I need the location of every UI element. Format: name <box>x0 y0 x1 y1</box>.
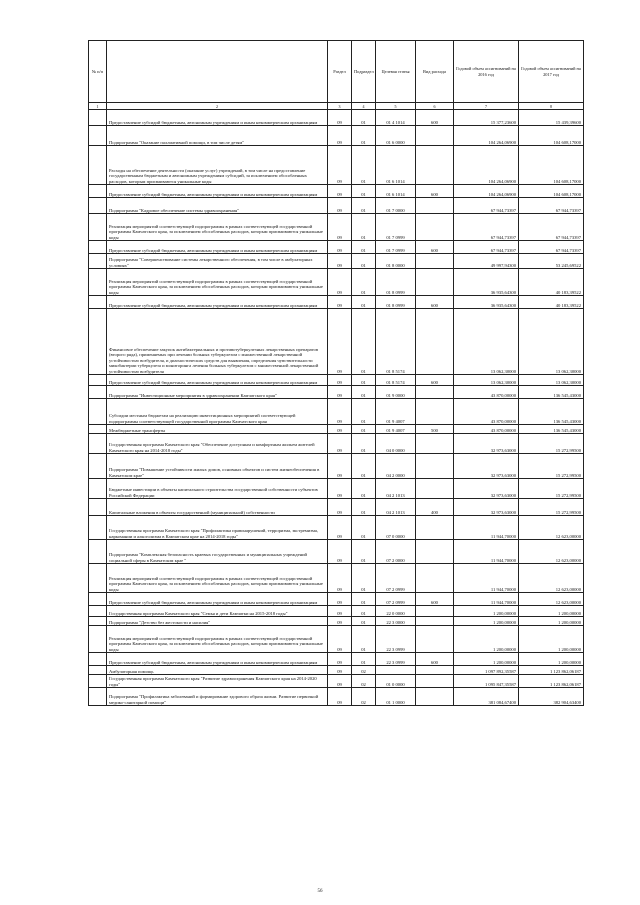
row-podrazdel: 01 <box>352 564 376 593</box>
row-amount-2017: 104 608,17000 <box>519 126 584 146</box>
row-amount-2017: 40 183,39522 <box>519 296 584 309</box>
row-amount-2016: 32 973,63000 <box>454 454 519 479</box>
row-vid <box>416 606 454 617</box>
row-amount-2017: 1 200,00000 <box>519 653 584 666</box>
row-name: Предоставление субсидий бюджетным, автономным учреждениям и иным некоммерческим организациям <box>107 653 328 666</box>
row-number <box>89 185 107 198</box>
row-razdel: 09 <box>328 185 352 198</box>
row-name: Государственная программа Камчатского края "Семья и дети Камчатки на 2015-2018 годы" <box>107 606 328 617</box>
row-razdel: 09 <box>328 653 352 666</box>
col-header-no: № п/п <box>89 41 107 103</box>
row-razdel: 09 <box>328 425 352 434</box>
row-number <box>89 540 107 564</box>
row-vid: 600 <box>416 241 454 254</box>
row-number <box>89 675 107 688</box>
row-amount-2016: 1 200,00000 <box>454 626 519 653</box>
col-number: 4 <box>352 103 376 110</box>
row-podrazdel: 01 <box>352 198 376 214</box>
row-razdel: 09 <box>328 146 352 185</box>
row-amount-2016: 1 095 847,35587 <box>454 675 519 688</box>
row-podrazdel: 01 <box>352 399 376 425</box>
row-number <box>89 375 107 386</box>
row-amount-2017: 1 200,00000 <box>519 617 584 626</box>
table-row <box>89 110 584 126</box>
row-amount-2017: 67 944,73397 <box>519 241 584 254</box>
row-razdel: 09 <box>328 375 352 386</box>
row-stat: 01 7 0999 <box>376 214 416 241</box>
row-name: Реализация мероприятий соответствующей подпрограммы в рамках соответствующей государственной программы Камчатского края, за исключением обособленных расходов, которым присваиваются уникальные коды <box>107 626 328 653</box>
row-stat: 01 9 4007 <box>376 399 416 425</box>
row-name: Амбулаторная помощь <box>107 666 328 675</box>
page-number: 56 <box>317 889 323 894</box>
row-amount-2016: 43 870,00000 <box>454 399 519 425</box>
row-stat: 22 3 0999 <box>376 653 416 666</box>
row-number <box>89 617 107 626</box>
row-name: Предоставление субсидий бюджетным, автономным учреждениям и иным некоммерческим организациям <box>107 375 328 386</box>
row-number <box>89 425 107 434</box>
row-razdel: 09 <box>328 540 352 564</box>
row-amount-2017: 136 545,43000 <box>519 425 584 434</box>
table-row <box>89 564 584 593</box>
row-razdel: 09 <box>328 110 352 126</box>
row-number <box>89 479 107 499</box>
row-vid <box>416 269 454 296</box>
row-vid <box>416 254 454 269</box>
row-name: Подпрограмма "Детство без жестокости и насилия" <box>107 617 328 626</box>
row-name: Подпрограмма "Комплексная безопасность краевых государственных и муниципальных учреждений социальной сферы в Камчатском крае " <box>107 540 328 564</box>
row-razdel: 09 <box>328 626 352 653</box>
row-stat: 01 8 0999 <box>376 269 416 296</box>
row-podrazdel: 01 <box>352 606 376 617</box>
row-podrazdel: 01 <box>352 185 376 198</box>
row-stat: 04 2 1013 <box>376 499 416 516</box>
col-header-2016: Годовой объем ассигнований на 2016 год <box>454 41 519 103</box>
row-amount-2016: 104 264,06900 <box>454 185 519 198</box>
row-number <box>89 653 107 666</box>
row-name: Реализация мероприятий соответствующей подпрограммы в рамках соответствующей государственной программы Камчатского края, за исключением обособленных расходов, которым присваиваются уникальные коды <box>107 269 328 296</box>
table-row <box>89 309 584 375</box>
row-number <box>89 516 107 540</box>
row-number <box>89 110 107 126</box>
row-podrazdel: 01 <box>352 516 376 540</box>
row-amount-2017: 136 545,43000 <box>519 399 584 425</box>
row-stat: 07 2 0999 <box>376 564 416 593</box>
table-row <box>89 675 584 688</box>
row-amount-2017: 382 904,63400 <box>519 688 584 706</box>
row-amount-2017: 15 439,39600 <box>519 110 584 126</box>
row-number <box>89 606 107 617</box>
row-amount-2016: 11 944,70000 <box>454 516 519 540</box>
table-row <box>89 606 584 617</box>
row-amount-2016: 11 944,70000 <box>454 593 519 606</box>
row-name: Подпрограмма "Инвестиционные мероприятия в здравоохранении Камчатского края" <box>107 386 328 399</box>
column-numbers-row <box>89 103 584 110</box>
row-amount-2016: 67 944,73397 <box>454 214 519 241</box>
row-amount-2016: 15 377,23600 <box>454 110 519 126</box>
row-name: Финансовое обеспечение закупок антибактериальных и противотуберкулезных лекарственных препаратов (второго ряда), применяемых при лечении больных туберкулезом с множественной лекарственной устойчивостью возбудителя, и диагностических средств для выявления, определения чувствительности микобактерии туберкулеза и мониторинга лечения больных туберкулезом с множественной лекарственной устойчивостью возбудителя <box>107 309 328 375</box>
col-number: 2 <box>107 103 328 110</box>
row-podrazdel: 01 <box>352 617 376 626</box>
row-vid: 600 <box>416 593 454 606</box>
table-row <box>89 254 584 269</box>
row-podrazdel: 01 <box>352 309 376 375</box>
row-vid <box>416 688 454 706</box>
col-number: 3 <box>328 103 352 110</box>
row-amount-2017: 67 944,73397 <box>519 198 584 214</box>
row-razdel: 09 <box>328 688 352 706</box>
row-podrazdel: 01 <box>352 269 376 296</box>
row-number <box>89 564 107 593</box>
row-number <box>89 254 107 269</box>
row-razdel: 09 <box>328 269 352 296</box>
row-amount-2017: 12 623,00000 <box>519 516 584 540</box>
row-amount-2017: 12 623,00000 <box>519 564 584 593</box>
row-stat: 22 3 0999 <box>376 626 416 653</box>
row-name: Государственная программа Камчатского края "Развитие здравоохранения Камчатского края на 2014-2020 годы" <box>107 675 328 688</box>
row-vid <box>416 309 454 375</box>
row-razdel: 09 <box>328 434 352 454</box>
row-vid <box>416 434 454 454</box>
row-number <box>89 593 107 606</box>
row-stat: 07 2 0999 <box>376 593 416 606</box>
row-podrazdel: 01 <box>352 593 376 606</box>
row-amount-2016: 32 973,63000 <box>454 479 519 499</box>
col-number: 8 <box>519 103 584 110</box>
row-stat: 07 0 0000 <box>376 516 416 540</box>
row-number <box>89 146 107 185</box>
table-row <box>89 626 584 653</box>
row-podrazdel: 01 <box>352 425 376 434</box>
row-vid: 600 <box>416 296 454 309</box>
row-podrazdel: 01 <box>352 499 376 516</box>
row-name: Предоставление субсидий бюджетным, автономным учреждениям и иным некоммерческим организациям <box>107 241 328 254</box>
table-row <box>89 185 584 198</box>
row-podrazdel: 01 <box>352 214 376 241</box>
row-amount-2016: 13 062,30000 <box>454 375 519 386</box>
row-stat: 04 0 0000 <box>376 434 416 454</box>
row-razdel: 09 <box>328 564 352 593</box>
row-podrazdel: 01 <box>352 146 376 185</box>
row-number <box>89 241 107 254</box>
row-stat: 01 4 1014 <box>376 110 416 126</box>
table-row <box>89 399 584 425</box>
row-number <box>89 454 107 479</box>
row-amount-2016: 49 997,94300 <box>454 254 519 269</box>
col-header-name <box>107 41 328 103</box>
row-amount-2017: 136 545,43000 <box>519 386 584 399</box>
row-razdel: 09 <box>328 666 352 675</box>
table-row <box>89 296 584 309</box>
row-amount-2016: 1 200,00000 <box>454 617 519 626</box>
row-name: Государственная программа Камчатского края "Профилактика правонарушений, терроризма, экстремизма, наркомании и алкоголизма в Камчатском крае на 2014-2018 годы" <box>107 516 328 540</box>
row-amount-2017: 1 200,00000 <box>519 626 584 653</box>
row-vid <box>416 454 454 479</box>
row-vid <box>416 675 454 688</box>
row-number <box>89 499 107 516</box>
row-podrazdel: 01 <box>352 254 376 269</box>
row-stat: 01 0 0000 <box>376 675 416 688</box>
row-amount-2016: 67 944,73397 <box>454 198 519 214</box>
row-stat: 07 2 0000 <box>376 540 416 564</box>
table-row <box>89 540 584 564</box>
row-stat: 01 8 5174 <box>376 375 416 386</box>
row-number <box>89 386 107 399</box>
table-row <box>89 516 584 540</box>
row-podrazdel: 01 <box>352 126 376 146</box>
budget-sheet <box>88 40 583 706</box>
row-amount-2016: 104 264,06900 <box>454 126 519 146</box>
row-amount-2016: 67 944,73397 <box>454 241 519 254</box>
row-razdel: 09 <box>328 126 352 146</box>
row-amount-2017: 12 623,00000 <box>519 593 584 606</box>
table-row <box>89 425 584 434</box>
row-vid: 600 <box>416 653 454 666</box>
row-podrazdel: 01 <box>352 626 376 653</box>
col-number: 5 <box>376 103 416 110</box>
table-row <box>89 434 584 454</box>
row-vid <box>416 564 454 593</box>
row-vid <box>416 617 454 626</box>
row-vid <box>416 386 454 399</box>
row-razdel: 09 <box>328 296 352 309</box>
row-vid: 500 <box>416 425 454 434</box>
row-vid <box>416 214 454 241</box>
row-amount-2017: 15 272,99500 <box>519 499 584 516</box>
col-number: 1 <box>89 103 107 110</box>
row-number <box>89 399 107 425</box>
row-name: Субсидии местным бюджетам на реализацию инвестиционных мероприятий соответствующей подпрограммы соответствующей государственной программы Камчатского края <box>107 399 328 425</box>
row-razdel: 09 <box>328 386 352 399</box>
col-header-razdel: Раздел <box>328 41 352 103</box>
row-amount-2016: 104 264,06900 <box>454 146 519 185</box>
table-row <box>89 593 584 606</box>
row-podrazdel: 01 <box>352 540 376 564</box>
col-header-podrazdel: Подраздел <box>352 41 376 103</box>
row-stat: 01 6 1014 <box>376 146 416 185</box>
row-amount-2017: 104 608,17000 <box>519 185 584 198</box>
table-row <box>89 386 584 399</box>
col-header-vid: Вид расхода <box>416 41 454 103</box>
row-vid <box>416 198 454 214</box>
row-vid <box>416 516 454 540</box>
row-razdel: 09 <box>328 617 352 626</box>
row-vid <box>416 146 454 185</box>
row-razdel: 09 <box>328 606 352 617</box>
table-row <box>89 375 584 386</box>
row-razdel: 09 <box>328 454 352 479</box>
row-amount-2017: 104 608,17000 <box>519 146 584 185</box>
row-podrazdel: 01 <box>352 296 376 309</box>
table-body <box>89 110 584 706</box>
row-stat: 04 2 1013 <box>376 479 416 499</box>
row-name: Предоставление субсидий бюджетным, автономным учреждениям и иным некоммерческим организациям <box>107 110 328 126</box>
row-stat <box>376 666 416 675</box>
row-stat: 01 7 0999 <box>376 241 416 254</box>
row-name: Предоставление субсидий бюджетным, автономным учреждениям и иным некоммерческим организациям <box>107 296 328 309</box>
row-stat: 22 3 0000 <box>376 617 416 626</box>
row-amount-2017: 53 245,69522 <box>519 254 584 269</box>
row-amount-2017: 12 623,00000 <box>519 540 584 564</box>
col-number: 7 <box>454 103 519 110</box>
row-amount-2017: 15 272,99500 <box>519 479 584 499</box>
row-amount-2017: 67 944,73397 <box>519 214 584 241</box>
row-vid <box>416 626 454 653</box>
row-stat: 01 9 0000 <box>376 386 416 399</box>
table-row <box>89 198 584 214</box>
row-amount-2017: 13 062,30000 <box>519 309 584 375</box>
row-number <box>89 269 107 296</box>
row-razdel: 09 <box>328 516 352 540</box>
table-header-row <box>89 41 584 103</box>
row-amount-2016: 13 062,30000 <box>454 309 519 375</box>
row-amount-2016: 1 097 892,35587 <box>454 666 519 675</box>
row-vid: 400 <box>416 499 454 516</box>
row-razdel: 09 <box>328 593 352 606</box>
row-name: Подпрограмма "Кадровое обеспечение системы здравоохранения" <box>107 198 328 214</box>
table-row <box>89 241 584 254</box>
row-podrazdel: 01 <box>352 386 376 399</box>
row-razdel: 09 <box>328 309 352 375</box>
row-amount-2016: 1 200,00000 <box>454 606 519 617</box>
row-number <box>89 126 107 146</box>
row-podrazdel: 02 <box>352 666 376 675</box>
budget-table <box>88 40 584 706</box>
row-podrazdel: 01 <box>352 375 376 386</box>
row-vid <box>416 126 454 146</box>
row-name: Предоставление субсидий бюджетным, автономным учреждениям и иным некоммерческим организациям <box>107 593 328 606</box>
row-stat: 01 7 0000 <box>376 198 416 214</box>
row-name: Межбюджетные трансферты <box>107 425 328 434</box>
row-stat: 01 1 0000 <box>376 688 416 706</box>
row-razdel: 09 <box>328 198 352 214</box>
row-podrazdel: 01 <box>352 454 376 479</box>
row-name: Подпрограмма "Профилактика заболеваний и формирование здорового образа жизни. Развитие первичной медико-санитарной помощи" <box>107 688 328 706</box>
row-amount-2016: 36 935,64300 <box>454 296 519 309</box>
row-amount-2016: 43 870,00000 <box>454 386 519 399</box>
row-podrazdel: 01 <box>352 479 376 499</box>
row-amount-2017: 15 272,99500 <box>519 454 584 479</box>
row-number <box>89 666 107 675</box>
row-amount-2017: 40 183,39522 <box>519 269 584 296</box>
row-amount-2016: 1 200,00000 <box>454 653 519 666</box>
table-row <box>89 499 584 516</box>
row-razdel: 09 <box>328 241 352 254</box>
col-header-stat: Целевая статья <box>376 41 416 103</box>
table-row <box>89 617 584 626</box>
row-razdel: 09 <box>328 254 352 269</box>
row-amount-2017: 13 062,30000 <box>519 375 584 386</box>
row-vid: 600 <box>416 375 454 386</box>
row-number <box>89 434 107 454</box>
row-amount-2016: 11 944,70000 <box>454 564 519 593</box>
row-stat: 01 8 0000 <box>376 254 416 269</box>
row-stat: 22 0 0000 <box>376 606 416 617</box>
row-amount-2017: 1 123 862,06187 <box>519 666 584 675</box>
row-number <box>89 214 107 241</box>
col-header-2017: Годовой объем ассигнований на 2017 год <box>519 41 584 103</box>
row-number <box>89 626 107 653</box>
row-name: Подпрограмма "Совершенствование системы лекарственного обеспечения, в том числе в амбулаторных условиях" <box>107 254 328 269</box>
table-row <box>89 214 584 241</box>
row-number <box>89 688 107 706</box>
row-amount-2016: 32 973,63000 <box>454 499 519 516</box>
row-podrazdel: 01 <box>352 241 376 254</box>
row-stat: 04 2 0000 <box>376 454 416 479</box>
row-podrazdel: 01 <box>352 110 376 126</box>
row-podrazdel: 01 <box>352 434 376 454</box>
row-stat: 01 6 0000 <box>376 126 416 146</box>
row-podrazdel: 02 <box>352 675 376 688</box>
row-amount-2016: 381 084,67400 <box>454 688 519 706</box>
row-razdel: 09 <box>328 675 352 688</box>
row-name: Реализация мероприятий соответствующей подпрограммы в рамках соответствующей государственной программы Камчатского края, за исключением обособленных расходов, которым присваиваются уникальные коды <box>107 214 328 241</box>
col-number: 6 <box>416 103 454 110</box>
row-razdel: 09 <box>328 399 352 425</box>
table-row <box>89 269 584 296</box>
row-amount-2016: 43 870,00000 <box>454 425 519 434</box>
row-stat: 01 6 1014 <box>376 185 416 198</box>
table-row <box>89 666 584 675</box>
row-amount-2016: 11 944,70000 <box>454 540 519 564</box>
row-razdel: 09 <box>328 479 352 499</box>
row-name: Бюджетные инвестиции в объекты капитального строительства государственной собственности субъектов Российской Федерации <box>107 479 328 499</box>
row-amount-2016: 32 973,63000 <box>454 434 519 454</box>
table-row <box>89 479 584 499</box>
row-number <box>89 198 107 214</box>
table-row <box>89 688 584 706</box>
row-vid: 600 <box>416 110 454 126</box>
row-podrazdel: 01 <box>352 653 376 666</box>
row-number <box>89 309 107 375</box>
row-vid <box>416 666 454 675</box>
row-name: Реализация мероприятий соответствующей подпрограммы в рамках соответствующей государственной программы Камчатского края, за исключением обособленных расходов, которым присваиваются уникальные коды <box>107 564 328 593</box>
table-row <box>89 126 584 146</box>
row-stat: 01 8 0999 <box>376 296 416 309</box>
row-podrazdel: 02 <box>352 688 376 706</box>
row-stat: 01 8 5174 <box>376 309 416 375</box>
table-row <box>89 454 584 479</box>
row-amount-2017: 15 272,99500 <box>519 434 584 454</box>
row-vid <box>416 479 454 499</box>
table-row <box>89 146 584 185</box>
row-vid <box>416 399 454 425</box>
row-amount-2016: 36 935,64300 <box>454 269 519 296</box>
row-vid: 600 <box>416 185 454 198</box>
row-amount-2017: 1 200,00000 <box>519 606 584 617</box>
row-name: Подпрограмма "Повышение устойчивости жилых домов, основных объектов и систем жизнеобеспечения в Камчатском крае" <box>107 454 328 479</box>
row-name: Капитальные вложения в объекты государственной (муниципальной) собственности <box>107 499 328 516</box>
row-name: Подпрограмма "Оказание паллиативной помощи, в том числе детям" <box>107 126 328 146</box>
row-number <box>89 296 107 309</box>
row-name: Предоставление субсидий бюджетным, автономным учреждениям и иным некоммерческим организациям <box>107 185 328 198</box>
row-razdel: 09 <box>328 499 352 516</box>
table-row <box>89 653 584 666</box>
row-amount-2017: 1 123 862,06187 <box>519 675 584 688</box>
row-stat: 01 9 4007 <box>376 425 416 434</box>
row-razdel: 09 <box>328 214 352 241</box>
row-name: Государственная программа Камчатского края "Обеспечение доступным и комфортным жильем жителей Камчатского края на 2014-2018 годы" <box>107 434 328 454</box>
row-name: Расходы на обеспечение деятельности (оказание услуг) учреждений, в том числе на предоставление государственным бюджетным и автономным учреждениям субсидий, за исключением обособленных расходов, которым присваиваются уникальные коды <box>107 146 328 185</box>
row-vid <box>416 540 454 564</box>
